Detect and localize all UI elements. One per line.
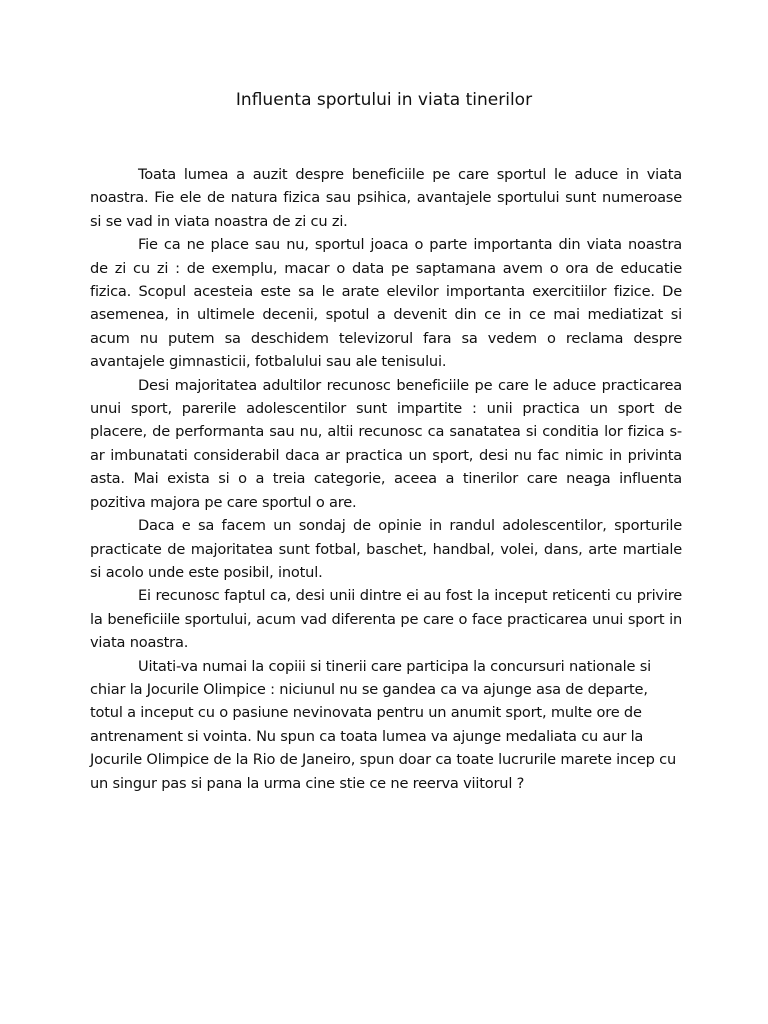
paragraph: Ei recunosc faptul ca, desi unii dintre ei au fost la inceput reticenti cu privire la beneficiile sportului, acum vad diferenta pe care o face practicarea unui sport in viata noastra. (90, 587, 682, 652)
paragraph: Fie ca ne place sau nu, sportul joaca o parte importanta din viata noastra de zi cu zi : de exemplu, macar o data pe saptamana avem o ora de educatie fizica. Scopul acesteia este sa le arate elevilor importanta exercitiilor fizice. De asemenea, in ultimele decenii, spotul a devenit din ce in ce mai mediatizat si acum nu putem sa deschidem televizorul fara sa vedem o reclama despre avantajele gimnasticii, fotbalului sau ale tenisului. (90, 236, 682, 371)
document-title: Influenta sportului in viata tinerilor (235, 90, 533, 110)
paragraph: Daca e sa facem un sondaj de opinie in randul adolescentilor, sporturile practicate de majoritatea sunt fotbal, baschet, handbal, volei, dans, arte martiale si acolo unde este posibil, inotul. (90, 517, 682, 581)
document-body (90, 163, 682, 795)
paragraph: Uitati-va numai la copiii si tinerii care participa la concursuri nationale si chiar la Jocurile Olimpice : niciunul nu se gandea ca va ajunge asa de departe, totul a inceput cu o pasiune nevinovata pentru un anumit sport, multe ore de antrenament si vointa. Nu spun ca toata lumea va ajunge medaliata cu aur la Jocurile Olimpice de la Rio de Janeiro, spun doar ca toate lucrurile marete incep cu un singur pas si pana la urma cine stie ce ne reerva viitorul ? (90, 657, 677, 792)
paragraph: Toata lumea a auzit despre beneficiile pe care sportul le aduce in viata noastra. Fie ele de natura fizica sau psihica, avantajele sportului sunt numeroase si se vad in viata noastra de zi cu zi. (90, 166, 682, 230)
paragraph: Desi majoritatea adultilor recunosc beneficiile pe care le aduce practicarea unui sport, parerile adolescentilor sunt impartite : unii practica un sport de placere, de performanta sau nu, altii recunosc ca sanatatea si conditia lor fizica s-ar imbunatati considerabil daca ar practica un sport, desi nu fac nimic in privinta asta. Mai exista si o a treia categorie, aceea a tinerilor care neaga influenta pozitiva majora pe care sportul o are. (90, 376, 682, 511)
